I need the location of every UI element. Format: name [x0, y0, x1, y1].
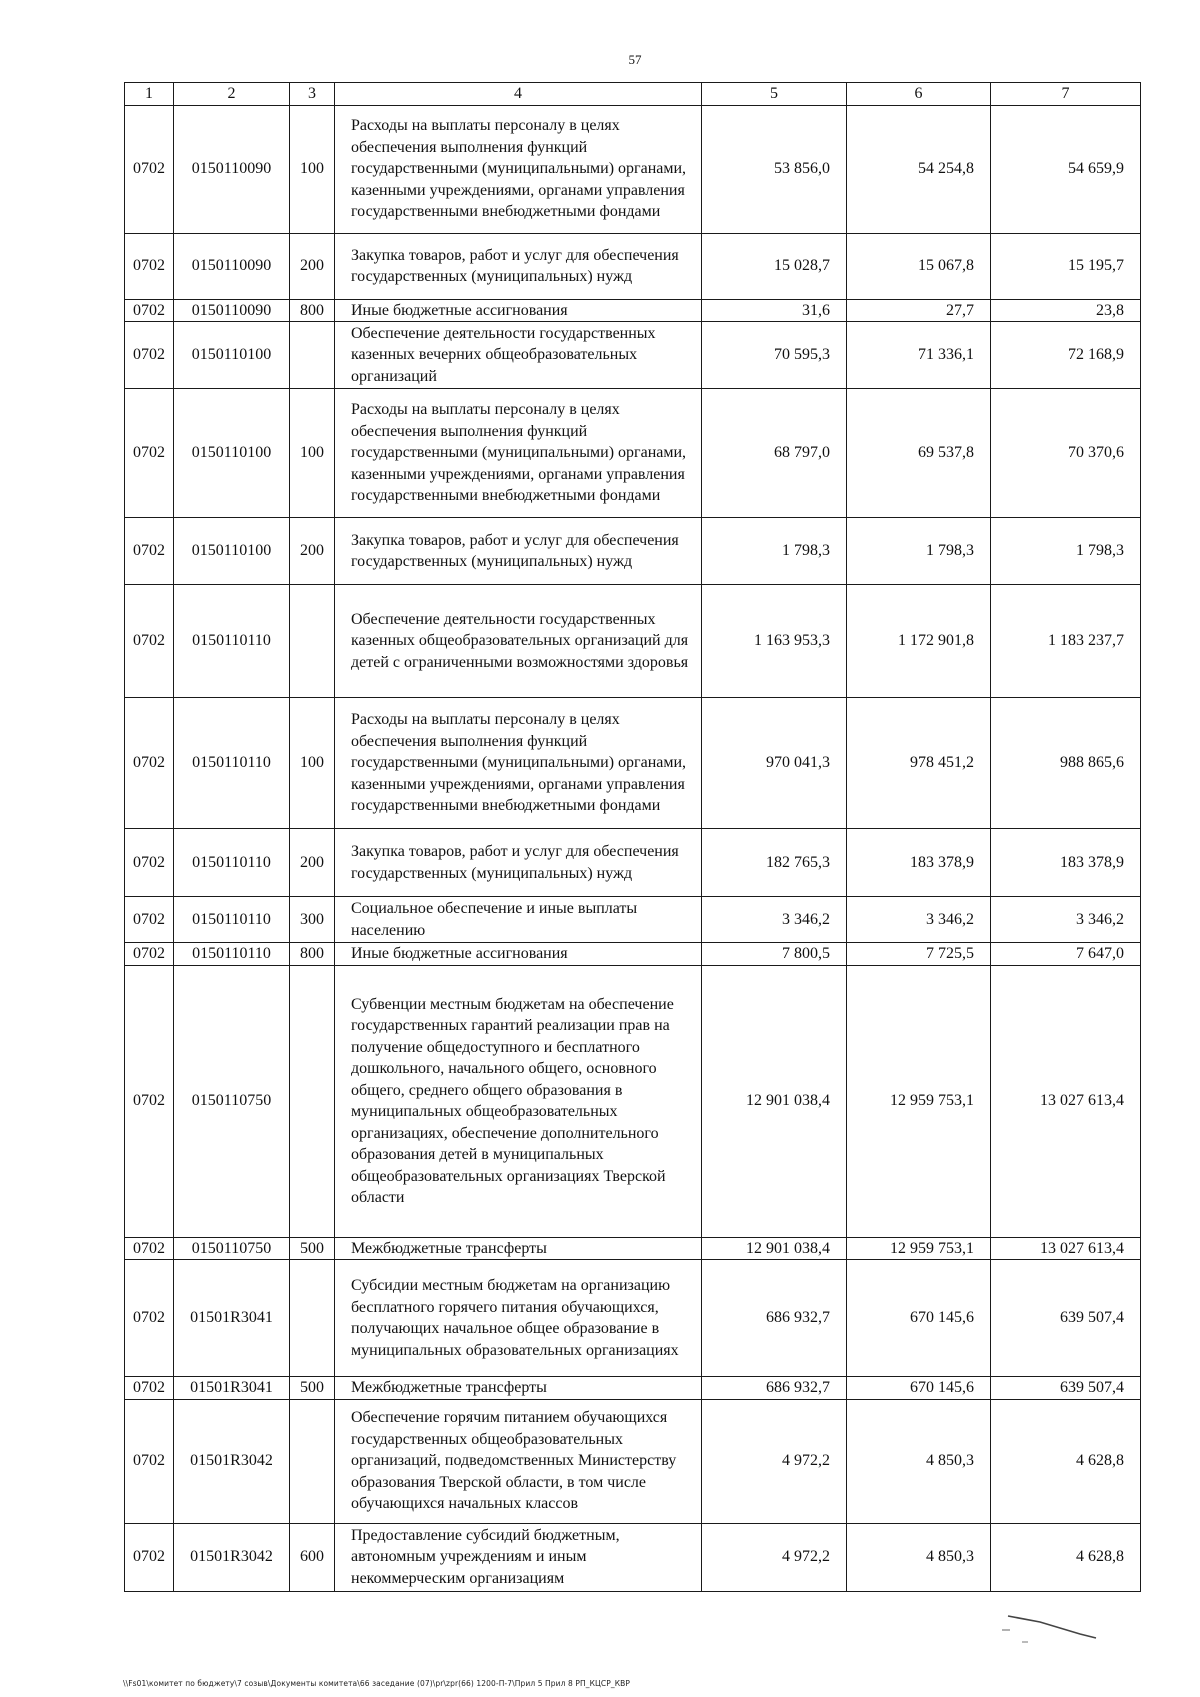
- table-row: [125, 829, 1141, 897]
- amount-year-1: 7 800,5: [702, 943, 847, 966]
- table-row: [125, 1399, 1141, 1523]
- amount-year-1: 4 972,2: [702, 1399, 847, 1523]
- amount-year-1: 686 932,7: [702, 1260, 847, 1377]
- amount-year-3: 7 647,0: [991, 943, 1141, 966]
- amount-year-2: 978 451,2: [847, 698, 991, 829]
- table-row: [125, 299, 1141, 322]
- table-row: [125, 518, 1141, 585]
- section-code: 0702: [125, 105, 174, 233]
- amount-year-1: 70 595,3: [702, 322, 847, 389]
- expense-type-code: 200: [290, 829, 335, 897]
- expense-type-code: [290, 585, 335, 698]
- table-row: [125, 1523, 1141, 1591]
- handwritten-mark-icon: [1000, 1608, 1110, 1648]
- header-cell: 3: [290, 83, 335, 106]
- target-article-code: 01501R3042: [174, 1523, 290, 1591]
- amount-year-3: 1 798,3: [991, 518, 1141, 585]
- expense-type-code: [290, 1260, 335, 1377]
- item-name: Субсидии местным бюджетам на организацию бесплатного горячего питания обучающихся, получающих начальное общее образование в муниципальных образовательных организациях: [335, 1260, 702, 1377]
- item-name: Закупка товаров, работ и услуг для обеспечения государственных (муниципальных) нужд: [335, 829, 702, 897]
- target-article-code: 0150110100: [174, 322, 290, 389]
- expense-type-code: 200: [290, 518, 335, 585]
- amount-year-1: 68 797,0: [702, 389, 847, 518]
- expense-type-code: 200: [290, 233, 335, 299]
- expense-type-code: [290, 1399, 335, 1523]
- item-name: Обеспечение деятельности государственных казенных вечерних общеобразовательных организаций: [335, 322, 702, 389]
- item-name: Социальное обеспечение и иные выплаты населению: [335, 897, 702, 943]
- section-code: 0702: [125, 322, 174, 389]
- item-name: Расходы на выплаты персоналу в целях обеспечения выполнения функций государственными (муниципальными) органами, казенными учреждениями, органами управления государственными внебюджетными фондами: [335, 389, 702, 518]
- section-code: 0702: [125, 389, 174, 518]
- table-row: [125, 322, 1141, 389]
- target-article-code: 0150110750: [174, 1237, 290, 1260]
- target-article-code: 0150110090: [174, 233, 290, 299]
- amount-year-1: 15 028,7: [702, 233, 847, 299]
- item-name: Иные бюджетные ассигнования: [335, 299, 702, 322]
- section-code: 0702: [125, 897, 174, 943]
- table-row: [125, 1260, 1141, 1377]
- item-name: Закупка товаров, работ и услуг для обеспечения государственных (муниципальных) нужд: [335, 518, 702, 585]
- header-cell: 1: [125, 83, 174, 106]
- amount-year-2: 183 378,9: [847, 829, 991, 897]
- section-code: 0702: [125, 1260, 174, 1377]
- section-code: 0702: [125, 233, 174, 299]
- item-name: Межбюджетные трансферты: [335, 1377, 702, 1400]
- item-name: Иные бюджетные ассигнования: [335, 943, 702, 966]
- amount-year-2: 12 959 753,1: [847, 965, 991, 1237]
- expense-type-code: [290, 322, 335, 389]
- amount-year-2: 1 798,3: [847, 518, 991, 585]
- amount-year-2: 54 254,8: [847, 105, 991, 233]
- header-cell: 6: [847, 83, 991, 106]
- section-code: 0702: [125, 518, 174, 585]
- expense-type-code: 300: [290, 897, 335, 943]
- item-name: Расходы на выплаты персоналу в целях обеспечения выполнения функций государственными (муниципальными) органами, казенными учреждениями, органами управления государственными внебюджетными фондами: [335, 105, 702, 233]
- target-article-code: 0150110110: [174, 897, 290, 943]
- target-article-code: 0150110090: [174, 105, 290, 233]
- table-row: [125, 965, 1141, 1237]
- target-article-code: 01501R3042: [174, 1399, 290, 1523]
- header-cell: 5: [702, 83, 847, 106]
- item-name: Субвенции местным бюджетам на обеспечение государственных гарантий реализации прав на получение общедоступного и бесплатного дошкольного, начального общего, основного общего, среднего общего образования в муниципальных общеобразовательных организациях, обеспечение дополнительного образования детей в муниципальных общеобразовательных организациях Тверской области: [335, 965, 702, 1237]
- amount-year-3: 54 659,9: [991, 105, 1141, 233]
- section-code: 0702: [125, 829, 174, 897]
- amount-year-3: 15 195,7: [991, 233, 1141, 299]
- table-row: [125, 585, 1141, 698]
- amount-year-2: 71 336,1: [847, 322, 991, 389]
- amount-year-1: 12 901 038,4: [702, 965, 847, 1237]
- amount-year-2: 1 172 901,8: [847, 585, 991, 698]
- amount-year-1: 182 765,3: [702, 829, 847, 897]
- expense-type-code: 500: [290, 1237, 335, 1260]
- target-article-code: 0150110110: [174, 943, 290, 966]
- target-article-code: 0150110100: [174, 389, 290, 518]
- amount-year-2: 12 959 753,1: [847, 1237, 991, 1260]
- expense-type-code: 100: [290, 698, 335, 829]
- amount-year-3: 988 865,6: [991, 698, 1141, 829]
- amount-year-2: 3 346,2: [847, 897, 991, 943]
- item-name: Обеспечение горячим питанием обучающихся государственных общеобразовательных организаций, подведомственных Министерству образования Тверской области, в том числе обучающихся начальных классов: [335, 1399, 702, 1523]
- item-name: Межбюджетные трансферты: [335, 1237, 702, 1260]
- expense-type-code: 800: [290, 943, 335, 966]
- section-code: 0702: [125, 1237, 174, 1260]
- expense-type-code: 100: [290, 105, 335, 233]
- header-cell: 2: [174, 83, 290, 106]
- amount-year-3: 4 628,8: [991, 1399, 1141, 1523]
- amount-year-3: 3 346,2: [991, 897, 1141, 943]
- item-name: Предоставление субсидий бюджетным, автономным учреждениям и иным некоммерческим организациям: [335, 1523, 702, 1591]
- amount-year-3: 13 027 613,4: [991, 1237, 1141, 1260]
- expense-type-code: 800: [290, 299, 335, 322]
- amount-year-1: 970 041,3: [702, 698, 847, 829]
- amount-year-3: 23,8: [991, 299, 1141, 322]
- amount-year-2: 15 067,8: [847, 233, 991, 299]
- amount-year-3: 639 507,4: [991, 1377, 1141, 1400]
- amount-year-3: 4 628,8: [991, 1523, 1141, 1591]
- amount-year-2: 69 537,8: [847, 389, 991, 518]
- section-code: 0702: [125, 1523, 174, 1591]
- amount-year-1: 53 856,0: [702, 105, 847, 233]
- amount-year-3: 639 507,4: [991, 1260, 1141, 1377]
- target-article-code: 0150110110: [174, 829, 290, 897]
- file-path-footer: \\Fs01\комитет по бюджету\7 созыв\Документы комитета\66 заседание (07)\pr\zpr(66) 1200-П-7\Прил 5 Прил 8 РП_КЦСР_КВР: [123, 1679, 631, 1688]
- target-article-code: 0150110090: [174, 299, 290, 322]
- amount-year-3: 183 378,9: [991, 829, 1141, 897]
- amount-year-2: 7 725,5: [847, 943, 991, 966]
- expense-type-code: 600: [290, 1523, 335, 1591]
- target-article-code: 01501R3041: [174, 1260, 290, 1377]
- section-code: 0702: [125, 1399, 174, 1523]
- amount-year-2: 27,7: [847, 299, 991, 322]
- table-row: [125, 389, 1141, 518]
- amount-year-1: 12 901 038,4: [702, 1237, 847, 1260]
- budget-table: [124, 82, 1141, 1592]
- item-name: Расходы на выплаты персоналу в целях обеспечения выполнения функций государственными (муниципальными) органами, казенными учреждениями, органами управления государственными внебюджетными фондами: [335, 698, 702, 829]
- target-article-code: 0150110750: [174, 965, 290, 1237]
- amount-year-2: 670 145,6: [847, 1260, 991, 1377]
- section-code: 0702: [125, 299, 174, 322]
- target-article-code: 0150110100: [174, 518, 290, 585]
- target-article-code: 01501R3041: [174, 1377, 290, 1400]
- amount-year-2: 670 145,6: [847, 1377, 991, 1400]
- amount-year-2: 4 850,3: [847, 1399, 991, 1523]
- amount-year-1: 4 972,2: [702, 1523, 847, 1591]
- section-code: 0702: [125, 1377, 174, 1400]
- item-name: Закупка товаров, работ и услуг для обеспечения государственных (муниципальных) нужд: [335, 233, 702, 299]
- table-row: [125, 698, 1141, 829]
- amount-year-3: 13 027 613,4: [991, 965, 1141, 1237]
- expense-type-code: 100: [290, 389, 335, 518]
- target-article-code: 0150110110: [174, 585, 290, 698]
- table-row: [125, 1237, 1141, 1260]
- expense-type-code: [290, 965, 335, 1237]
- table-row: [125, 1377, 1141, 1400]
- amount-year-2: 4 850,3: [847, 1523, 991, 1591]
- amount-year-1: 1 163 953,3: [702, 585, 847, 698]
- table-row: [125, 233, 1141, 299]
- amount-year-3: 72 168,9: [991, 322, 1141, 389]
- target-article-code: 0150110110: [174, 698, 290, 829]
- section-code: 0702: [125, 698, 174, 829]
- page-number: 57: [628, 52, 642, 67]
- table-row: [125, 943, 1141, 966]
- table-row: [125, 105, 1141, 233]
- section-code: 0702: [125, 585, 174, 698]
- table-header-row: [125, 83, 1141, 106]
- amount-year-1: 686 932,7: [702, 1377, 847, 1400]
- expense-type-code: 500: [290, 1377, 335, 1400]
- amount-year-3: 1 183 237,7: [991, 585, 1141, 698]
- amount-year-1: 3 346,2: [702, 897, 847, 943]
- section-code: 0702: [125, 965, 174, 1237]
- amount-year-1: 31,6: [702, 299, 847, 322]
- table-row: [125, 897, 1141, 943]
- header-cell: 7: [991, 83, 1141, 106]
- section-code: 0702: [125, 943, 174, 966]
- amount-year-3: 70 370,6: [991, 389, 1141, 518]
- header-cell: 4: [335, 83, 702, 106]
- item-name: Обеспечение деятельности государственных казенных общеобразовательных организаций для детей с ограниченными возможностями здоровья: [335, 585, 702, 698]
- amount-year-1: 1 798,3: [702, 518, 847, 585]
